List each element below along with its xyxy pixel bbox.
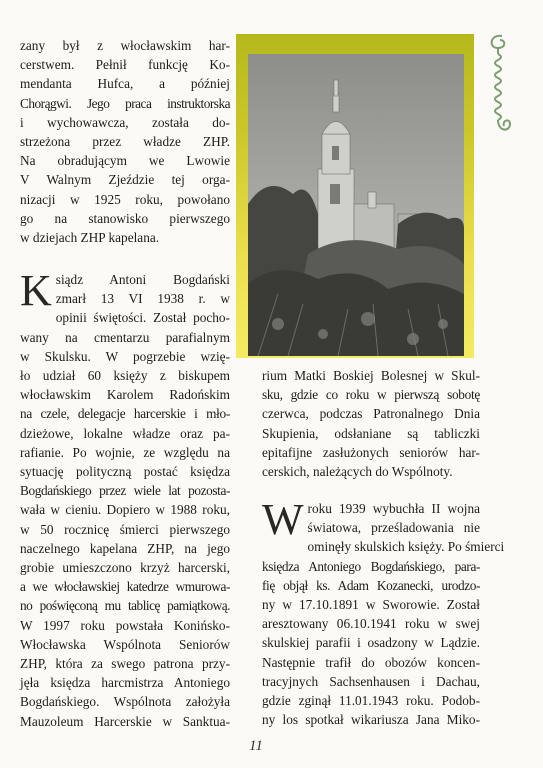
text-line: grobie umieszczono krzyż harcerski, [20,560,230,576]
text-line: Na obradującym we Lwowie [20,153,230,169]
text-line: światowa, prześladowania nie [307,520,480,536]
text-line: go na stanowisko pierwszego [20,210,230,226]
text-line: Włocławska Wspólnota Seniorów [20,636,230,652]
scroll-ornament-icon [480,28,520,148]
text-line: wała w cieniu. Dopiero w 1988 roku, [20,502,230,518]
text-line: cerskich, należących do Wspólnoty. [262,464,453,480]
text-line: skulskiej parafii i osadzony w Lądzie. [262,635,480,651]
drop-cap: W [262,495,304,544]
text-line: roku 1939 wybuchła II wojna [307,501,480,516]
text-line: ło udział 60 księży z biskupem [20,368,230,384]
text-line: W 1997 roku powstała Konińsko- [20,617,230,633]
text-line: Następnie trafił do obozów koncen- [262,654,480,670]
text-line: cerstwem. Pełnił funkcję Ko- [20,57,230,73]
photo-frame [236,34,474,358]
left-paragraph-2 [20,266,230,731]
text-line: włocławskim Karolem Radońskim [20,387,230,403]
text-line: w Skulsku. W pogrzebie wzię- [20,348,230,364]
text-line: aresztowany 06.10.1941 roku w swej [262,616,480,632]
text-line: na czele, delegacje harcerskie i mło- [20,406,230,422]
text-line: Bogdańskiego. Wspólnota założyła [20,694,230,710]
text-line: V Walnym Zjeździe tej orga- [20,172,230,188]
text-line: opinii świętości. Został pocho- [55,310,230,326]
text-line: tracyjnych Sachsenhausen i Dachau, [262,673,480,689]
text-line: Mauzoleum Harcerskie w Sanktua- [20,713,230,729]
text-line: ominęły skulskich księży. Po śmierci [307,539,505,555]
text-line: księdza Antoniego Bogdańskiego, para- [262,558,480,574]
text-line: i wychowawcza, została do- [20,114,230,130]
text-line: w dziejach ZHP kapelana. [20,230,160,246]
text-line: fię objął ks. Adam Kozanecki, urodzo- [262,577,480,593]
text-line: rafianie. Po wojnie, ze względu na [20,444,230,460]
right-paragraph-1 [262,366,480,481]
left-paragraph-1 [20,36,230,247]
text-line: siądz Antoni Bogdański [55,272,230,287]
text-line: ny w 17.10.1891 w Sworowie. Został [262,597,480,613]
text-line: a we włocławskiej katedrze wmurowa- [20,579,230,595]
text-line: nizacji w 1925 roku, powołano [20,191,230,207]
text-line: Bogdańskiego przez wiele lat pozosta- [20,483,230,499]
text-line: w 50 rocznicę śmierci pierwszego [20,521,230,537]
text-line: czerwca, podczas Patronalnego Dnia [262,406,480,422]
text-line: sku, gdzie co roku w pierwszą sobotę [262,387,480,403]
church-tower-photo [248,54,464,356]
text-line: Chorągwi. Jego praca instruktorska [20,95,230,111]
text-line: ZHP, która za swego patrona przy- [20,656,230,672]
text-line: gdzie zginął 11.01.1943 roku. Podob- [262,693,480,709]
right-paragraph-2 [262,495,505,729]
text-line: mendanta Hufca, a później [20,76,230,92]
page-number: 11 [249,738,263,754]
text-line: naczelnego kapelana ZHP, na jego [20,540,230,556]
text-line: ny los spotkał wikariusza Jana Miko- [262,712,480,728]
text-line: sytuację polityczną postać księdza [20,464,230,480]
text-line: dzieżowe, lokalne władze oraz pa- [20,425,230,441]
text-line: zany był z włocławskim har- [20,38,230,53]
text-line: jęła księdza harcmistrza Antoniego [20,675,230,691]
text-line: Skupienia, odsłaniane są tabliczki [262,425,480,441]
drop-cap: K [20,266,52,315]
text-line: rium Matki Boskiej Bolesnej w Skul- [262,368,480,383]
text-line: zmarł 13 VI 1938 r. w [55,291,230,307]
text-line: epitafijne zasłużonych seniorów har- [262,444,480,460]
text-line: no poświęconą mu tablicę pamiątkową. [20,598,230,614]
text-line: strzeżona przez władze ZHP. [20,134,230,150]
text-line: wany na cmentarzu parafialnym [20,329,230,345]
